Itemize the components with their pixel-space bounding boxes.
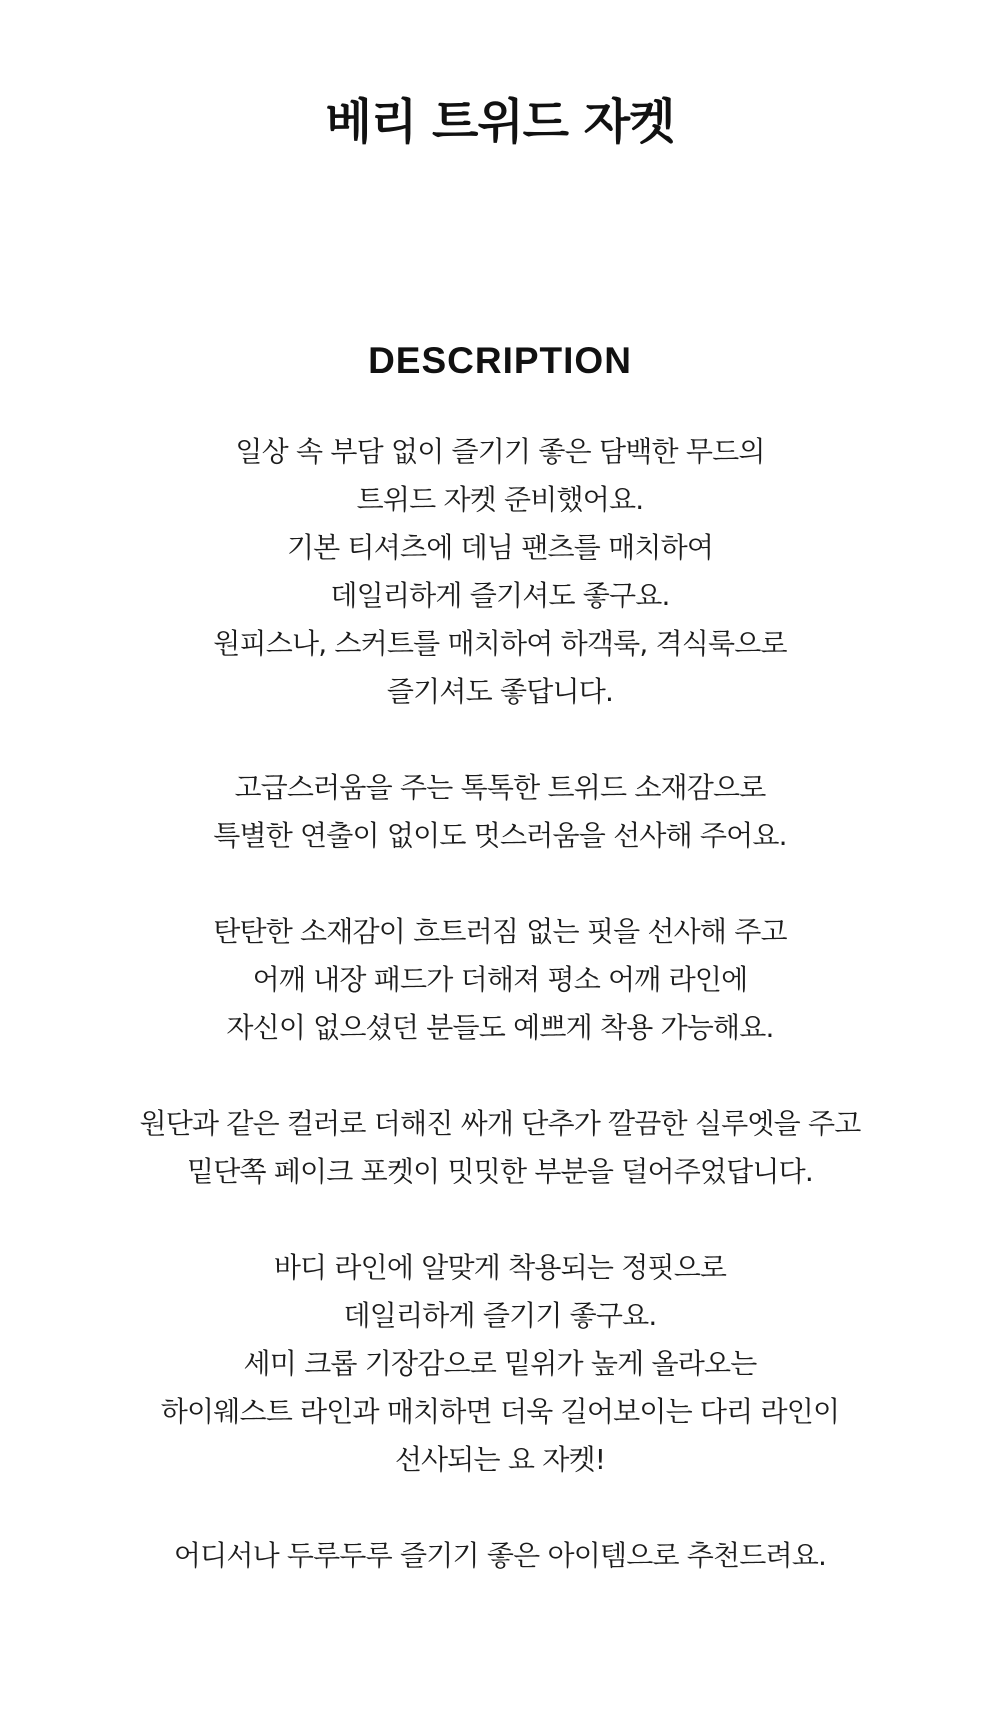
description-line: 일상 속 부담 없이 즐기기 좋은 담백한 무드의 <box>235 435 765 468</box>
description-line: 어깨 내장 패드가 더해져 평소 어깨 라인에 <box>252 963 748 996</box>
description-paragraph <box>0 908 1000 1052</box>
description-line: 특별한 연출이 없이도 멋스러움을 선사해 주어요. <box>213 819 787 852</box>
description-body <box>0 428 1000 1628</box>
description-line: 하이웨스트 라인과 매치하면 더욱 길어보이는 다리 라인이 <box>160 1395 840 1428</box>
description-line: 세미 크롭 기장감으로 밑위가 높게 올라오는 <box>243 1347 757 1380</box>
description-line: 어디서나 두루두루 즐기기 좋은 아이템으로 추천드려요. <box>173 1539 827 1572</box>
description-line: 자신이 없으셨던 분들도 예쁘게 착용 가능해요. <box>226 1011 774 1044</box>
description-paragraph <box>0 1244 1000 1484</box>
description-line: 바디 라인에 알맞게 착용되는 정핏으로 <box>273 1251 727 1284</box>
description-line: 데일리하게 즐기셔도 좋구요. <box>330 579 670 612</box>
description-paragraph <box>0 428 1000 716</box>
description-line: 원피스나, 스커트를 매치하여 하객룩, 격식룩으로 <box>213 627 787 660</box>
description-line: 즐기셔도 좋답니다. <box>386 675 614 708</box>
description-paragraph <box>0 1532 1000 1580</box>
description-paragraph <box>0 764 1000 860</box>
description-line: 데일리하게 즐기기 좋구요. <box>343 1299 657 1332</box>
description-heading: DESCRIPTION <box>368 340 632 381</box>
description-line: 기본 티셔츠에 데님 팬츠를 매치하여 <box>286 531 714 564</box>
description-line: 선사되는 요 자켓! <box>394 1443 606 1476</box>
description-paragraph <box>0 1100 1000 1196</box>
description-line: 원단과 같은 컬러로 더해진 싸개 단추가 깔끔한 실루엣을 주고 <box>139 1107 861 1140</box>
description-line: 탄탄한 소재감이 흐트러짐 없는 핏을 선사해 주고 <box>213 915 787 948</box>
description-line: 트위드 자켓 준비했어요. <box>356 483 644 516</box>
description-line: 밑단쪽 페이크 포켓이 밋밋한 부분을 덜어주었답니다. <box>186 1155 814 1188</box>
product-title: 베리 트위드 자켓 <box>325 94 675 150</box>
description-line: 고급스러움을 주는 톡톡한 트위드 소재감으로 <box>234 771 766 804</box>
